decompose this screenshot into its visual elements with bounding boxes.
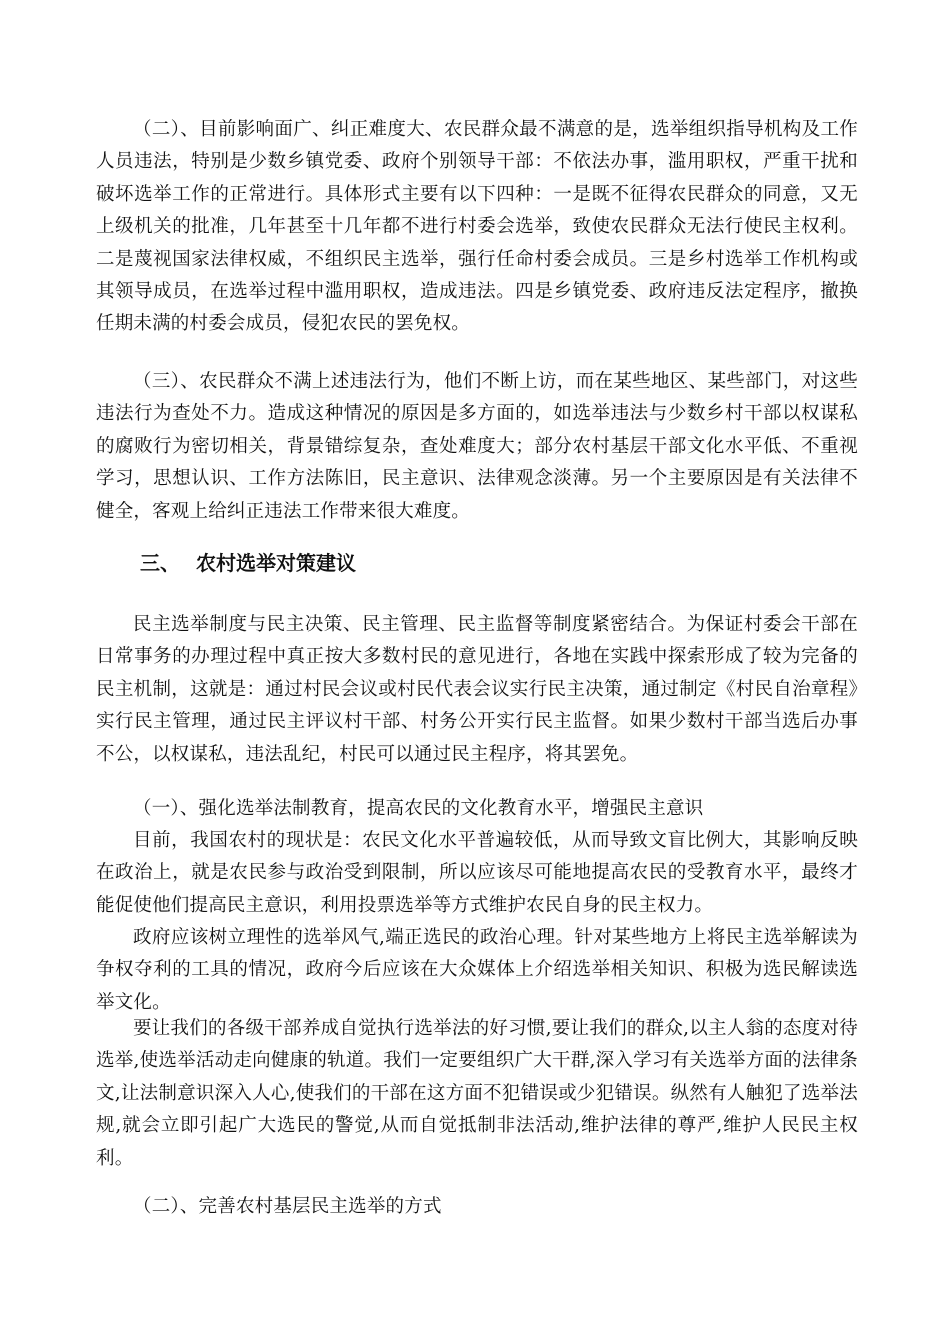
subsection-heading-1: （一）、强化选举法制教育，提高农民的文化教育水平，增强民主意识: [133, 798, 704, 819]
paragraph-rural-status: 目前，我国农村的现状是：农民文化水平普遍较低，从而导致文盲比例大，其影响反映在政治上，就是农民参与政治受到限制，所以应该尽可能地提高农民的受教育水平，最终才能促使他们提高民主意识，利用投票选举等方式维护农民自身的民主权力。: [96, 830, 858, 916]
section-heading: [140, 546, 356, 580]
section-number: 三、: [140, 551, 180, 575]
paragraph-intro: 民主选举制度与民主决策、民主管理、民主监督等制度紧密结合。为保证村委会干部在日常事务的办理过程中真正按大多数村民的意见进行，各地在实践中探索形成了较为完备的民主机制，这就是：通过村民会议或村民代表会议实行民主决策，通过制定《村民自治章程》实行民主管理，通过民主评议村干部、村务公开实行民主监督。如果少数村干部当选后办事不公，以权谋私，违法乱纪，村民可以通过民主程序，将其罢免。: [96, 614, 858, 765]
paragraph-farmer-complaints: （三）、农民群众不满上述违法行为，他们不断上访，而在某些地区、某些部门，对这些违法行为查处不力。造成这种情况的原因是多方面的，如选举违法与少数乡村干部以权谋私的腐败行为密切相关，背景错综复杂，查处难度大；部分农村基层干部文化水平低、不重视学习，思想认识、工作方法陈旧，民主意识、法律观念淡薄。另一个主要原因是有关法律不健全，客观上给纠正违法工作带来很大难度。: [96, 371, 858, 522]
subsection-heading-2: （二）、完善农村基层民主选举的方式: [133, 1196, 442, 1217]
paragraph-government-role: 政府应该树立理性的选举风气,端正选民的政治心理。针对某些地方上将民主选举解读为争权夺利的工具的情况，政府今后应该在大众媒体上介绍选举相关知识、积极为选民解读选举文化。: [96, 927, 858, 1013]
paragraph-election-violations: （二）、目前影响面广、纠正难度大、农民群众最不满意的是，选举组织指导机构及工作人员违法，特别是少数乡镇党委、政府个别领导干部：不依法办事，滥用职权，严重干扰和破坏选举工作的正常进行。具体形式主要有以下四种：一是既不征得农民群众的同意，又无上级机关的批准，几年甚至十几年都不进行村委会选举，致使农民群众无法行使民主权利。二是蔑视国家法律权威，不组织民主选举，强行任命村委会成员。三是乡村选举工作机构或其领导成员，在选举过程中滥用职权，造成违法。四是乡镇党委、政府违反法定程序，撤换任期未满的村委会成员，侵犯农民的罢免权。: [96, 119, 858, 335]
section-title: 农村选举对策建议: [196, 551, 356, 575]
paragraph-cadre-habits: 要让我们的各级干部养成自觉执行选举法的好习惯,要让我们的群众,以主人翁的态度对待选举,使选举活动走向健康的轨道。我们一定要组织广大干群,深入学习有关选举方面的法律条文,让法制意识深入人心,使我们的干部在这方面不犯错误或少犯错误。纵然有人触犯了选举法规,就会立即引起广大选民的警觉,从而自觉抵制非法活动,维护法律的尊严,维护人民民主权利。: [96, 1018, 858, 1169]
